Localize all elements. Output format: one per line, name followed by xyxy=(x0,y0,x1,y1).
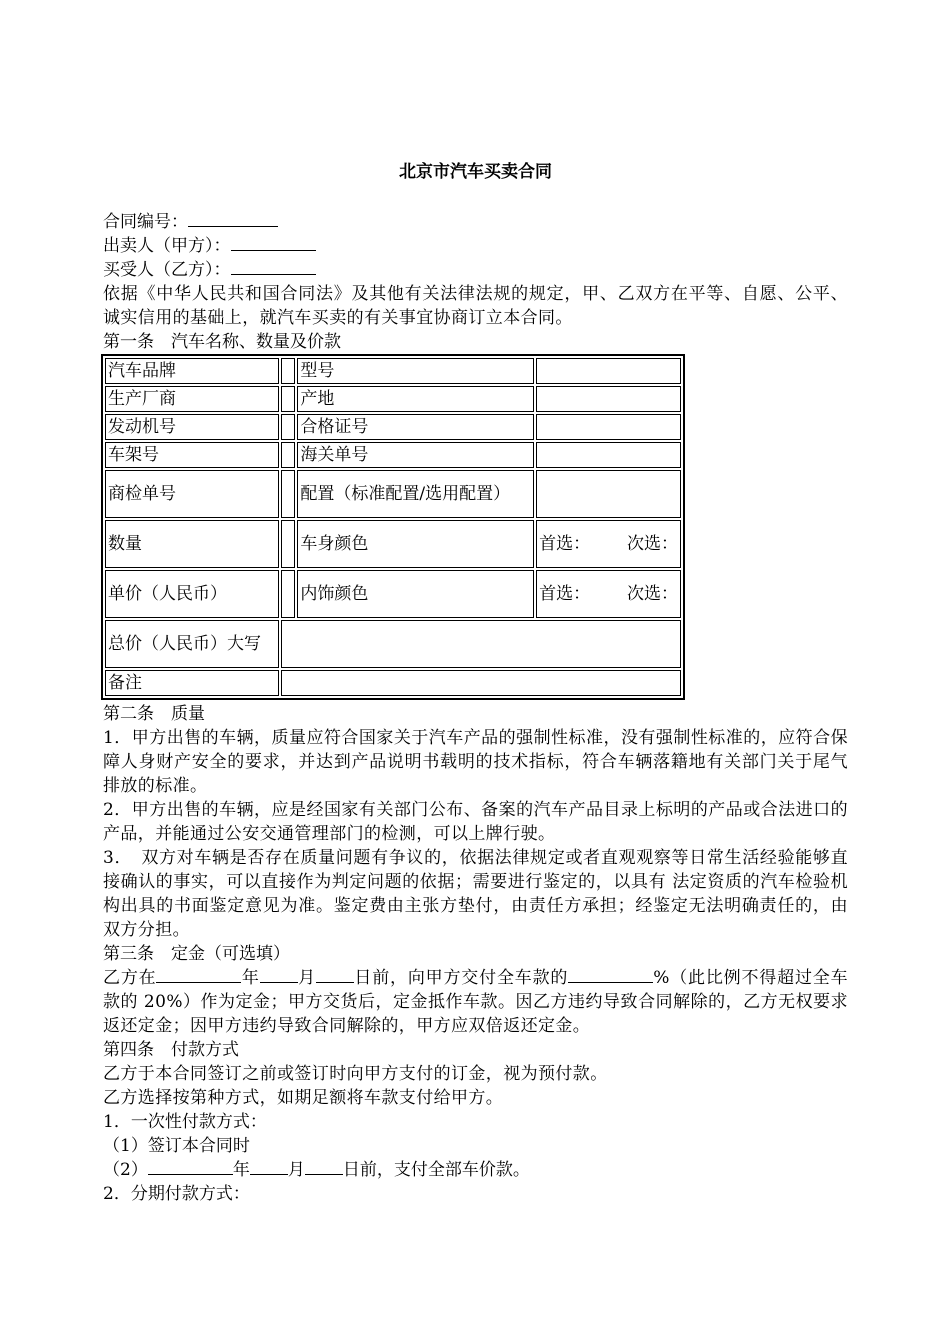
deposit-text-b: %（此比例不得超过全车款的 20%）作为定金；甲方交货后，定金抵作车款。因乙方违约导致合同解除的，乙方无权要求返还定金；因甲方违约导致合同解除的，甲方应双倍返还定金。 xyxy=(103,968,848,1036)
payment-year-label: 年 xyxy=(232,1160,250,1180)
manufacturer-value-cell[interactable] xyxy=(281,386,295,412)
table-row xyxy=(105,570,681,618)
payment-year-blank[interactable] xyxy=(148,1159,233,1175)
brand-value-cell[interactable] xyxy=(281,358,295,384)
table-row xyxy=(105,358,681,384)
frame-no-label: 车架号 xyxy=(105,442,279,468)
frame-no-value-cell[interactable] xyxy=(281,442,295,468)
inspection-no-label: 商检单号 xyxy=(105,470,279,518)
article3-heading: 第三条 定金（可选填） xyxy=(103,944,290,964)
article2-paragraph-3: 3． 双方对车辆是否存在质量问题有争议的，依据法律规定或者直观观察等日常生活经验能够直接确认的事实，可以直接作为判定问题的依据；需要进行鉴定的，以具有 法定资质的汽车检验机构出具的书面鉴定意见为准。鉴定费由主张方垫付，由责任方承担；经鉴定无法明确责任的，由双方分担。 xyxy=(103,848,848,940)
buyer-blank[interactable] xyxy=(231,259,316,275)
table-row xyxy=(105,670,681,696)
unit-price-label: 单价（人民币） xyxy=(105,570,279,618)
total-price-label: 总价（人民币）大写 xyxy=(105,620,279,668)
config-value-cell[interactable] xyxy=(536,470,681,518)
payment-1b-prefix: （2） xyxy=(103,1160,148,1180)
second-choice-label: 次选： xyxy=(627,584,678,604)
seller-line xyxy=(103,234,848,258)
deposit-day-label: 日前，向甲方交付全车款的 xyxy=(353,968,569,988)
interior-color-label: 内饰颜色 xyxy=(297,570,534,618)
article4-heading: 第四条 付款方式 xyxy=(103,1040,239,1060)
contract-number-line xyxy=(103,210,848,234)
page-title: 北京市汽车买卖合同 xyxy=(399,162,552,182)
article1-heading: 第一条 汽车名称、数量及价款 xyxy=(103,332,341,352)
vehicle-spec-table xyxy=(101,354,685,700)
payment-method-1a: （1）签订本合同时 xyxy=(103,1136,250,1156)
deposit-month-label: 月 xyxy=(297,968,316,988)
table-row xyxy=(105,386,681,412)
payment-1b-suffix: 日前，支付全部车价款。 xyxy=(342,1160,530,1180)
first-choice-label: 首选： xyxy=(539,584,591,604)
deposit-day-blank[interactable] xyxy=(316,967,354,983)
table-row xyxy=(105,442,681,468)
contract-number-blank[interactable] xyxy=(188,211,278,227)
deposit-year-blank[interactable] xyxy=(156,967,241,983)
payment-method-1: 1．一次性付款方式： xyxy=(103,1112,267,1132)
body-color-value-cell[interactable] xyxy=(536,520,681,568)
origin-value-cell[interactable] xyxy=(536,386,681,412)
engine-no-label: 发动机号 xyxy=(105,414,279,440)
remarks-label: 备注 xyxy=(105,670,279,696)
seller-label: 出卖人（甲方）： xyxy=(103,236,231,256)
inspection-no-value-cell[interactable] xyxy=(281,470,295,518)
second-choice-label: 次选： xyxy=(627,534,678,554)
deposit-percent-blank[interactable] xyxy=(568,967,653,983)
model-label: 型号 xyxy=(297,358,534,384)
intro-paragraph: 依据《中华人民共和国合同法》及其他有关法律法规的规定，甲、乙双方在平等、自愿、公平、诚实信用的基础上，就汽车买卖的有关事宜协商订立本合同。 xyxy=(103,284,848,328)
table-row xyxy=(105,520,681,568)
table-row xyxy=(105,414,681,440)
payment-month-blank[interactable] xyxy=(250,1159,288,1175)
payment-month-label: 月 xyxy=(287,1160,305,1180)
contract-number-label: 合同编号： xyxy=(103,212,188,232)
payment-method-2: 2．分期付款方式： xyxy=(103,1184,250,1204)
cert-no-value-cell[interactable] xyxy=(536,414,681,440)
cert-no-label: 合格证号 xyxy=(297,414,534,440)
article4-paragraph-2: 乙方选择按第种方式，如期足额将车款支付给甲方。 xyxy=(103,1088,504,1108)
table-row xyxy=(105,620,681,668)
quantity-value-cell[interactable] xyxy=(281,520,295,568)
article2-heading: 第二条 质量 xyxy=(103,704,205,724)
customs-no-label: 海关单号 xyxy=(297,442,534,468)
manufacturer-label: 生产厂商 xyxy=(105,386,279,412)
interior-color-value-cell[interactable] xyxy=(536,570,681,618)
deposit-month-blank[interactable] xyxy=(260,967,298,983)
table-row xyxy=(105,470,681,518)
contract-page xyxy=(103,160,848,1206)
quantity-label: 数量 xyxy=(105,520,279,568)
model-value-cell[interactable] xyxy=(536,358,681,384)
first-choice-label: 首选： xyxy=(539,534,591,554)
origin-label: 产地 xyxy=(297,386,534,412)
brand-label: 汽车品牌 xyxy=(105,358,279,384)
deposit-year-label: 年 xyxy=(241,968,260,988)
engine-no-value-cell[interactable] xyxy=(281,414,295,440)
buyer-line xyxy=(103,258,848,282)
total-price-value-cell[interactable] xyxy=(281,620,681,668)
deposit-text-a: 乙方在 xyxy=(103,968,157,988)
article2-paragraph-1: 1．甲方出售的车辆，质量应符合国家关于汽车产品的强制性标准，没有强制性标准的，应符合保障人身财产安全的要求，并达到产品说明书载明的技术指标，符合车辆落籍地有关部门关于尾气排放的标准。 xyxy=(103,728,848,796)
article2-paragraph-2: 2．甲方出售的车辆，应是经国家有关部门公布、备案的汽车产品目录上标明的产品或合法进口的产品，并能通过公安交通管理部门的检测，可以上牌行驶。 xyxy=(103,800,848,844)
remarks-value-cell[interactable] xyxy=(281,670,681,696)
body-color-label: 车身颜色 xyxy=(297,520,534,568)
payment-day-blank[interactable] xyxy=(305,1159,343,1175)
config-label: 配置（标准配置/选用配置） xyxy=(297,470,534,518)
article3-paragraph xyxy=(103,966,848,1038)
seller-blank[interactable] xyxy=(231,235,316,251)
payment-method-1b xyxy=(103,1158,848,1182)
customs-no-value-cell[interactable] xyxy=(536,442,681,468)
buyer-label: 买受人（乙方）： xyxy=(103,260,231,280)
article4-paragraph-1: 乙方于本合同签订之前或签订时向甲方支付的订金，视为预付款。 xyxy=(103,1064,608,1084)
unit-price-value-cell[interactable] xyxy=(281,570,295,618)
